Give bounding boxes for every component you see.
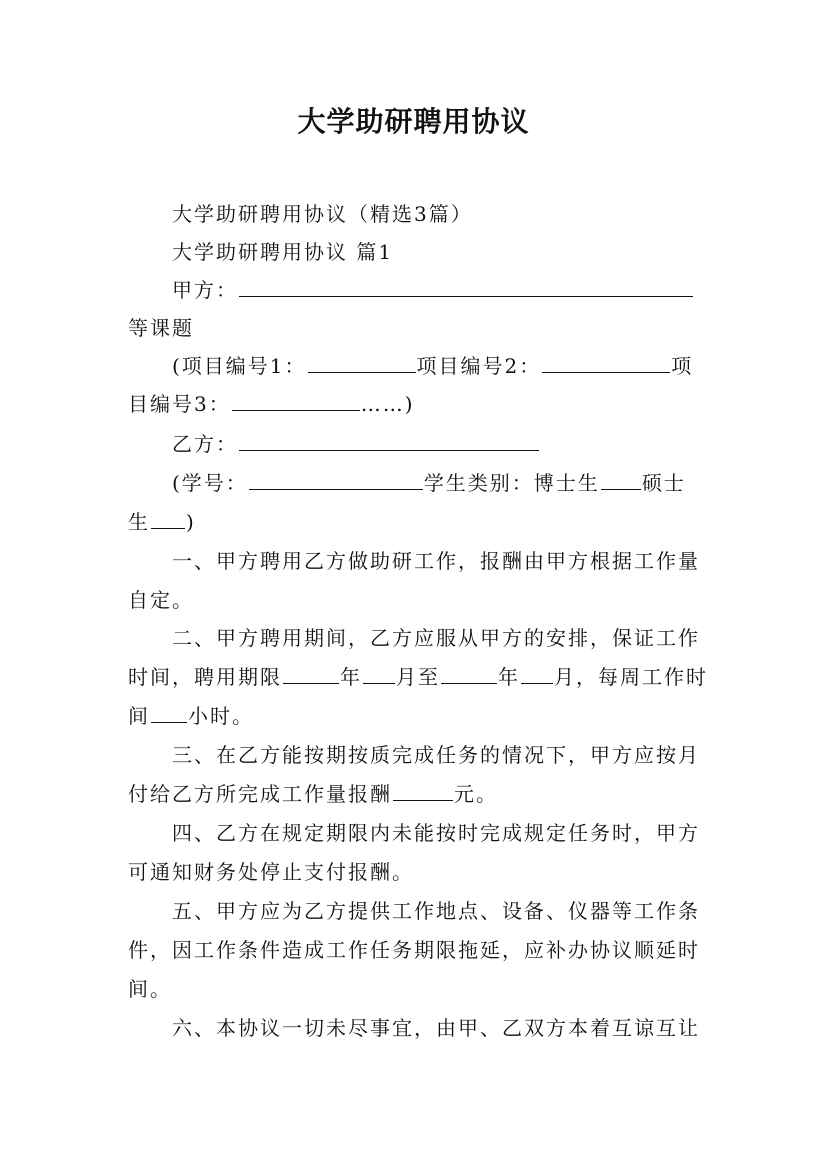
- text: 付给乙方所完成工作量报酬: [128, 782, 392, 806]
- text: ): [186, 510, 196, 534]
- text: 目编号3：: [128, 392, 231, 416]
- text: 年: [498, 665, 520, 689]
- text: 件，因工作条件造成工作任务期限拖延，应补办协议顺延时: [128, 938, 700, 962]
- clause-5-cont2: [128, 970, 702, 1008]
- clause-1-cont: [128, 581, 702, 619]
- text: 生: [128, 510, 150, 534]
- clause-6: [128, 1009, 746, 1047]
- text: 大学助研聘用协议（精选3篇）: [172, 202, 473, 226]
- text: 等课题: [128, 316, 194, 340]
- project-3-blank: [232, 388, 360, 411]
- text: 硕士: [641, 471, 686, 495]
- text: 一、甲方聘用乙方做助研工作，报酬由甲方根据工作量: [172, 549, 700, 573]
- start-month-blank: [363, 661, 395, 684]
- clause-2-cont2: [128, 697, 702, 735]
- text: (项目编号1：: [172, 354, 307, 378]
- party-a-blank: [239, 274, 693, 297]
- text: 五、甲方应为乙方提供工作地点、设备、仪器等工作条: [172, 899, 700, 923]
- document-title: 大学助研聘用协议: [297, 105, 530, 138]
- text: 月，每周工作时: [554, 665, 708, 689]
- project-1-blank: [308, 350, 416, 373]
- text: 二、甲方聘用期间，乙方应服从甲方的安排，保证工作: [172, 626, 700, 650]
- text: 年: [340, 665, 362, 689]
- text: (学号：: [172, 471, 248, 495]
- text: 四、乙方在规定期限内未能按时完成规定任务时，甲方: [172, 821, 700, 845]
- start-year-blank: [283, 661, 339, 684]
- text: 三、在乙方能按期按质完成任务的情况下，甲方应按月: [172, 743, 700, 767]
- party-b-blank: [239, 428, 539, 451]
- student-line: [128, 464, 746, 502]
- party-a-line: [128, 271, 746, 309]
- clause-1: [128, 542, 746, 580]
- text: 学生类别：博士生: [423, 471, 600, 495]
- project-2-blank: [542, 350, 670, 373]
- party-a-cont: [128, 309, 702, 347]
- end-month-blank: [521, 661, 553, 684]
- clause-3-cont: [128, 775, 702, 813]
- phd-blank: [601, 467, 641, 490]
- text: 时间，聘用期限: [128, 665, 282, 689]
- text: 甲方：: [172, 278, 238, 302]
- student-id-blank: [249, 467, 423, 490]
- student-line-cont: [128, 503, 702, 541]
- text: 大学助研聘用协议 篇1: [172, 240, 394, 264]
- text: 月至: [396, 665, 440, 689]
- section-heading: [128, 233, 746, 271]
- text: 元。: [454, 782, 498, 806]
- clause-4: [128, 814, 746, 852]
- text: 乙方：: [172, 432, 238, 456]
- project-line-cont: [128, 385, 702, 423]
- text: 小时。: [188, 704, 254, 728]
- party-b-line: [128, 425, 746, 463]
- clause-5-cont: [128, 931, 702, 969]
- clause-2: [128, 619, 746, 657]
- text: ……): [360, 392, 415, 416]
- hours-blank: [151, 700, 187, 723]
- text: 间。: [128, 977, 172, 1001]
- pay-blank: [393, 778, 453, 801]
- text: 项目编号2：: [416, 354, 542, 378]
- clause-2-cont: [128, 658, 708, 696]
- text: 可通知财务处停止支付报酬。: [128, 860, 414, 884]
- text: 自定。: [128, 588, 194, 612]
- text: 项: [671, 354, 694, 378]
- clause-5: [128, 892, 746, 930]
- text: 间: [128, 704, 150, 728]
- text: 六、本协议一切未尽事宜，由甲、乙双方本着互谅互让: [172, 1016, 700, 1040]
- clause-3: [128, 736, 746, 774]
- end-year-blank: [441, 661, 497, 684]
- master-blank: [151, 506, 185, 529]
- project-line: [128, 347, 746, 385]
- clause-4-cont: [128, 853, 702, 891]
- subtitle-line: [128, 195, 746, 233]
